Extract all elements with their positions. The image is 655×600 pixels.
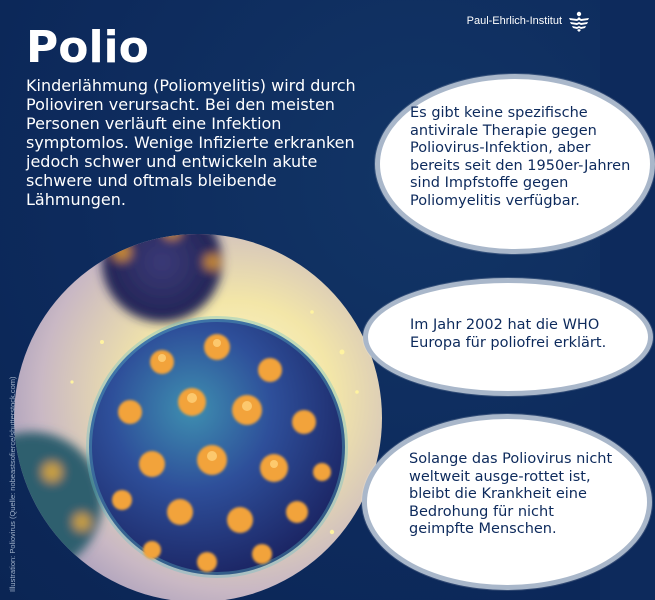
info-bubble-who-europe [363, 278, 653, 396]
eagle-logo-icon [568, 10, 590, 32]
info-bubble-threat [362, 414, 652, 590]
bubble-text: Es gibt keine spezifische antivirale Therapie gegen Poliovirus-Infektion, aber bereits seit den 1950er-Jahren sind Impfstoffe gegen Poliomyelitis verfügbar. [410, 105, 631, 209]
image-credit: Illustration: Poliovirus (Quelle: nobeastsofierce/shutterstock.com) [8, 376, 17, 592]
page-title: Polio [26, 22, 149, 73]
info-bubble-therapy [375, 74, 655, 254]
bubble-text: Solange das Poliovirus nicht weltweit ausge-rottet ist, bleibt die Krankheit eine Bedrohung für nicht geimpfte Menschen. [409, 451, 613, 537]
institute-logo [467, 10, 590, 32]
logo-text: Paul-Ehrlich-Institut [466, 15, 562, 27]
bubble-text: Im Jahr 2002 hat die WHO Europa für poliofrei erklärt. [410, 317, 607, 351]
intro-paragraph: Kinderlähmung (Poliomyelitis) wird durch Polioviren verursacht. Bei den meisten Personen verläuft eine Infektion symptomlos. Wenige Infizierte erkranken jedoch schwer und entwickeln akute schwere und oftmals bleibende Lähmungen. [26, 76, 356, 209]
poliovirus-illustration [12, 232, 384, 600]
